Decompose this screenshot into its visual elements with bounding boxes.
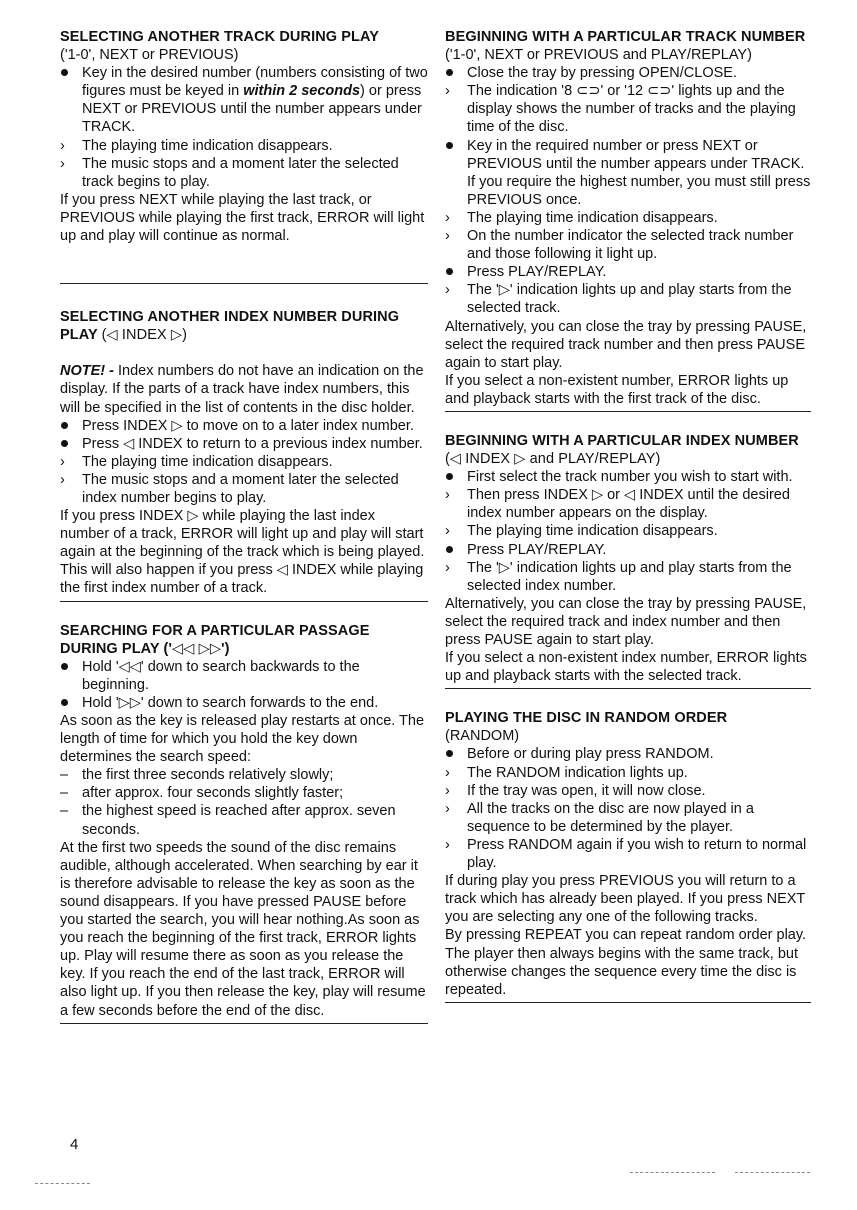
- dash-icon: –: [60, 767, 69, 784]
- section-select-index: [60, 308, 428, 601]
- bullet-dot-icon: [446, 546, 453, 553]
- result-arrow-icon: ›: [60, 471, 65, 488]
- section-divider: [60, 283, 428, 284]
- result-arrow-icon: ›: [445, 559, 450, 576]
- bullet-dot-icon: [446, 268, 453, 275]
- result-arrow-icon: ›: [60, 155, 65, 172]
- left-column: [60, 28, 428, 1024]
- result-item: › If the tray was open, it will now close.: [445, 782, 706, 799]
- bullet-item: Key in the required number or press NEXT or PREVIOUS until the number appears under TRACK. If you require the highest number, you must still press PREVIOUS once.: [445, 137, 811, 209]
- result-item: › The music stops and a moment later the selected track begins to play.: [60, 155, 399, 190]
- scan-artifact: [735, 1172, 810, 1174]
- result-arrow-icon: ›: [445, 282, 450, 299]
- bullet-item: Close the tray by pressing OPEN/CLOSE.: [445, 64, 811, 82]
- dash-icon: –: [60, 803, 69, 820]
- result-item: › On the number indicator the selected track number and those following it light up.: [445, 228, 794, 263]
- result-item: › The '▷' indication lights up and play starts from the selected track.: [445, 282, 792, 317]
- note-paragraph: NOTE! - Index numbers do not have an indication on the display. If the parts of a track have index numbers, this will be specified in the list of contents in the disc holder.: [60, 363, 424, 416]
- bullet-dot-icon: [61, 422, 68, 429]
- result-arrow-icon: ›: [445, 836, 450, 853]
- bullet-item: First select the track number you wish to start with.: [445, 468, 811, 486]
- section-title: SELECTING ANOTHER INDEX NUMBER DURING PLAY (◁ INDEX ▷): [60, 309, 400, 344]
- result-arrow-icon: ›: [445, 209, 450, 226]
- paragraph: As soon as the key is released play restarts at once. The length of time for which you hold the key down determines the search speed:: [60, 713, 425, 766]
- section-begin-index: [445, 432, 811, 689]
- bullet-dot-icon: [61, 440, 68, 447]
- result-item: › The RANDOM indication lights up.: [445, 764, 688, 781]
- result-item: › The playing time indication disappears.: [60, 453, 333, 470]
- result-item: › All the tracks on the disc are now played in a sequence to be determined by the player.: [445, 800, 754, 835]
- result-arrow-icon: ›: [445, 800, 450, 817]
- bullet-item: Press PLAY/REPLAY.: [445, 541, 811, 559]
- section-title: BEGINNING WITH A PARTICULAR INDEX NUMBER (◁ INDEX ▷ and PLAY/REPLAY): [445, 432, 799, 468]
- result-arrow-icon: ›: [445, 523, 450, 540]
- dash-item: – the highest speed is reached after approx. seven seconds.: [60, 803, 396, 838]
- bullet-dot-icon: [61, 699, 68, 706]
- page-number: 4: [70, 1136, 79, 1153]
- section-begin-track: [445, 28, 811, 412]
- bullet-item: Key in the desired number (numbers consisting of two figures must be keyed in within 2 seconds) or press NEXT or PREVIOUS until the number appears under TRACK.: [60, 64, 428, 136]
- section-select-track: [60, 28, 428, 245]
- bullet-dot-icon: [446, 142, 453, 149]
- section-title: SEARCHING FOR A PARTICULAR PASSAGE: [60, 622, 370, 639]
- right-column: [445, 28, 811, 1003]
- bullet-item: Before or during play press RANDOM.: [445, 745, 811, 763]
- dash-icon: –: [60, 785, 69, 802]
- bullet-dot-icon: [446, 750, 453, 757]
- section-subtitle: ('1-0', NEXT or PREVIOUS): [60, 47, 239, 64]
- result-item: › Then press INDEX ▷ or ◁ INDEX until the desired index number appears on the display.: [445, 487, 790, 522]
- bullet-dot-icon: [446, 473, 453, 480]
- section-title: BEGINNING WITH A PARTICULAR TRACK NUMBER: [445, 29, 806, 45]
- result-item: › The playing time indication disappears.: [60, 137, 333, 154]
- paragraph: At the first two speeds the sound of the disc remains audible, although accelerated. When searching by ear it is therefore advisable to release the key as soon as the sound disappears. If you have pressed PAUSE before you started the search, you will hear nothing.As soon as you reach the beginning of the first track, ERROR lights up. Play will resume there as soon as you release the key. If you reach the end of the last track, ERROR will also light up. If you then release the key, play will resume a few seconds before the end of the disc.: [60, 839, 426, 1019]
- paragraph: By pressing REPEAT you can repeat random order play. The player then always begins with the same track, but otherwise changes the sequence every time the disc is repeated.: [445, 927, 807, 998]
- paragraph: Alternatively, you can close the tray by pressing PAUSE, select the required track and index number and then press PAUSE again to start play.: [445, 595, 807, 648]
- result-arrow-icon: ›: [445, 764, 450, 781]
- result-item: › The playing time indication disappears.: [445, 523, 718, 540]
- result-item: › The indication '8 ⊂⊃' or '12 ⊂⊃' lights up and the display shows the number of tracks and the playing time of the disc.: [445, 83, 796, 136]
- section-title: PLAYING THE DISC IN RANDOM ORDER: [445, 710, 728, 727]
- scan-artifact: [630, 1172, 715, 1174]
- dash-item: – after approx. four seconds slightly faster;: [60, 785, 344, 802]
- result-item: › The music stops and a moment later the selected index number begins to play.: [60, 471, 399, 506]
- result-item: › The playing time indication disappears.: [445, 209, 718, 226]
- result-arrow-icon: ›: [60, 137, 65, 154]
- dash-item: – the first three seconds relatively slowly;: [60, 767, 334, 784]
- bullet-item: Hold '▷▷' down to search forwards to the end.: [60, 694, 428, 712]
- result-item: › The '▷' indication lights up and play starts from the selected index number.: [445, 559, 792, 594]
- section-title: SELECTING ANOTHER TRACK DURING PLAY: [60, 29, 380, 45]
- section-title-line2: DURING PLAY ('◁◁ ▷▷'): [60, 640, 230, 657]
- section-subtitle: (RANDOM): [445, 728, 520, 745]
- bullet-item: Hold '◁◁' down to search backwards to the beginning.: [60, 658, 428, 694]
- bullet-item: Press ◁ INDEX to return to a previous index number.: [60, 435, 428, 453]
- section-random-order: [445, 709, 811, 1003]
- paragraph: If you select a non-existent number, ERROR lights up and playback starts with the first track of the disc.: [445, 372, 789, 407]
- result-arrow-icon: ›: [60, 453, 65, 470]
- bullet-dot-icon: [61, 663, 68, 670]
- result-arrow-icon: ›: [445, 228, 450, 245]
- scan-artifact: [35, 1183, 90, 1185]
- section-subtitle: ('1-0', NEXT or PREVIOUS and PLAY/REPLAY): [445, 47, 752, 64]
- bullet-dot-icon: [446, 69, 453, 76]
- result-arrow-icon: ›: [445, 83, 450, 100]
- paragraph: If you press INDEX ▷ while playing the last index number of a track, ERROR will light up and play will start again at the beginning of the track which is being played. This will also happen if you press ◁ INDEX while playing the first index number of a track.: [60, 508, 425, 597]
- paragraph: If you press NEXT while playing the last track, or PREVIOUS while playing the first track, ERROR will light up and play will continue as normal.: [60, 191, 425, 245]
- paragraph: Alternatively, you can close the tray by pressing PAUSE, select the required track number and then press PAUSE again to start play.: [445, 318, 807, 371]
- paragraph: If during play you press PREVIOUS you will return to a track which has already been played. If you press NEXT you are selecting any one of the following tracks.: [445, 873, 806, 926]
- bullet-item: Press PLAY/REPLAY.: [445, 263, 811, 281]
- bullet-item: Press INDEX ▷ to move on to a later index number.: [60, 417, 428, 435]
- result-arrow-icon: ›: [445, 487, 450, 504]
- bullet-dot-icon: [61, 69, 68, 76]
- result-item: › Press RANDOM again if you wish to return to normal play.: [445, 836, 807, 872]
- section-search-passage: [60, 622, 428, 1024]
- paragraph: If you select a non-existent index number, ERROR lights up and playback starts with the selected track.: [445, 650, 807, 685]
- result-arrow-icon: ›: [445, 782, 450, 799]
